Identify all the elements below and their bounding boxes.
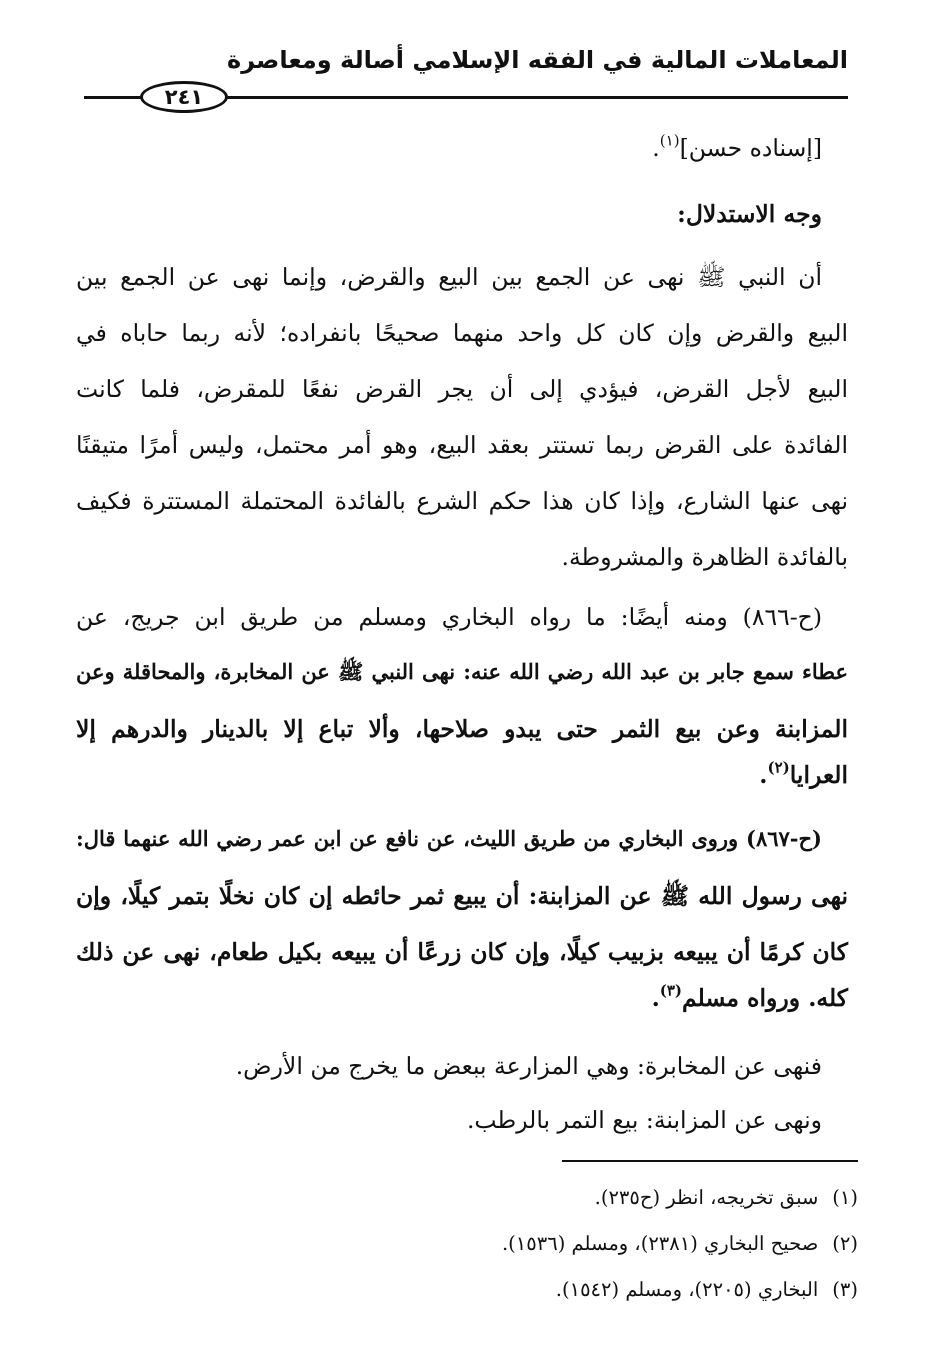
hadith-line: المزابنة وعن بيع الثمر حتى يبدو صلاحها، وألا تباع إلا بالدينار والدرهم إلا [76,715,848,743]
explanation-line: فنهى عن المخابرة: وهي المزارعة ببعض ما يخرج من الأرض. [235,1052,822,1080]
paragraph-line: نهى عنها الشارع، وإذا كان هذا حكم الشرع بالفائدة المحتملة المستترة فكيف [76,487,848,515]
paragraph-line: بالفائدة الظاهرة والمشروطة. [561,543,848,571]
paragraph-line: الفائدة على القرض ربما تستتر بعقد البيع، وهو أمر محتمل، وليس أمرًا متيقنًا [76,431,848,459]
hadith-line: نهى رسول الله ﷺ عن المزابنة: أن يبيع ثمر حائطه إن كان نخلًا بتمر كيلًا، وإن [76,882,848,910]
footnote-text: صحيح البخاري (٢٣٨١)، ومسلم (١٥٣٦). [501,1232,819,1255]
footnote-item [158,1278,858,1301]
footnote-text: سبق تخريجه، انظر (ح٢٣٥). [594,1186,819,1209]
line-end: . [759,761,768,789]
hadith-line: كان كرمًا أن يبيعه بزبيب كيلًا، وإن كان زرعًا أن يبيعه بكيل طعام، نهى عن ذلك [76,938,848,966]
footnote-ref: (٢) [767,758,790,777]
running-title: المعاملات المالية في الفقه الإسلامي أصالة ومعاصرة [227,46,848,74]
hadith-text: العرايا [789,761,848,789]
isnad-text: [إسناده حسن] [679,134,822,162]
paragraph-line: البيع والقرض وإن كان كل واحد منهما صحيحًا بانفراده؛ لأنه ربما حاباه في [76,319,848,347]
footnote-number: (٣) [832,1278,858,1301]
line-end: . [652,134,660,162]
footnote-number: (١) [832,1186,858,1209]
footnote-item [158,1186,858,1209]
section-heading: وجه الاستدلال: [677,200,822,228]
isnad-line [76,131,822,162]
hadith-text: كله. ورواه مسلم [682,984,848,1012]
paragraph-line: البيع لأجل القرض، فيؤدي إلى أن يجر القرض نفعًا للمقرض، فلما كانت [76,375,848,403]
hadith-line: (ح-٨٦٧) وروى البخاري من طريق الليث، عن نافع عن ابن عمر رضي الله عنهما قال: [76,826,822,851]
footnote-text: البخاري (٢٢٠٥)، ومسلم (١٥٤٢). [555,1278,819,1301]
footnote-number: (٢) [832,1232,858,1255]
explanation-line: ونهى عن المزابنة: بيع التمر بالرطب. [466,1106,822,1134]
page-number: ٢٤١ [140,81,228,113]
hadith-line: عطاء سمع جابر بن عبد الله رضي الله عنه: نهى النبي ﷺ عن المخابرة، والمحاقلة وعن [76,659,848,684]
hadith-line: (ح-٨٦٦) ومنه أيضًا: ما رواه البخاري ومسلم من طريق ابن جريج، عن [76,603,822,631]
hadith-line [76,758,848,789]
hadith-line [76,981,848,1012]
footnote-item [158,1232,858,1255]
footnote-ref: (٣) [659,981,683,1000]
footnote-ref: (١) [659,131,680,150]
footnote-rule [562,1160,858,1162]
paragraph-line: أن النبي ﷺ نهى عن الجمع بين البيع والقرض، وإنما نهى عن الجمع بين [76,263,822,291]
line-end: . [651,984,660,1012]
